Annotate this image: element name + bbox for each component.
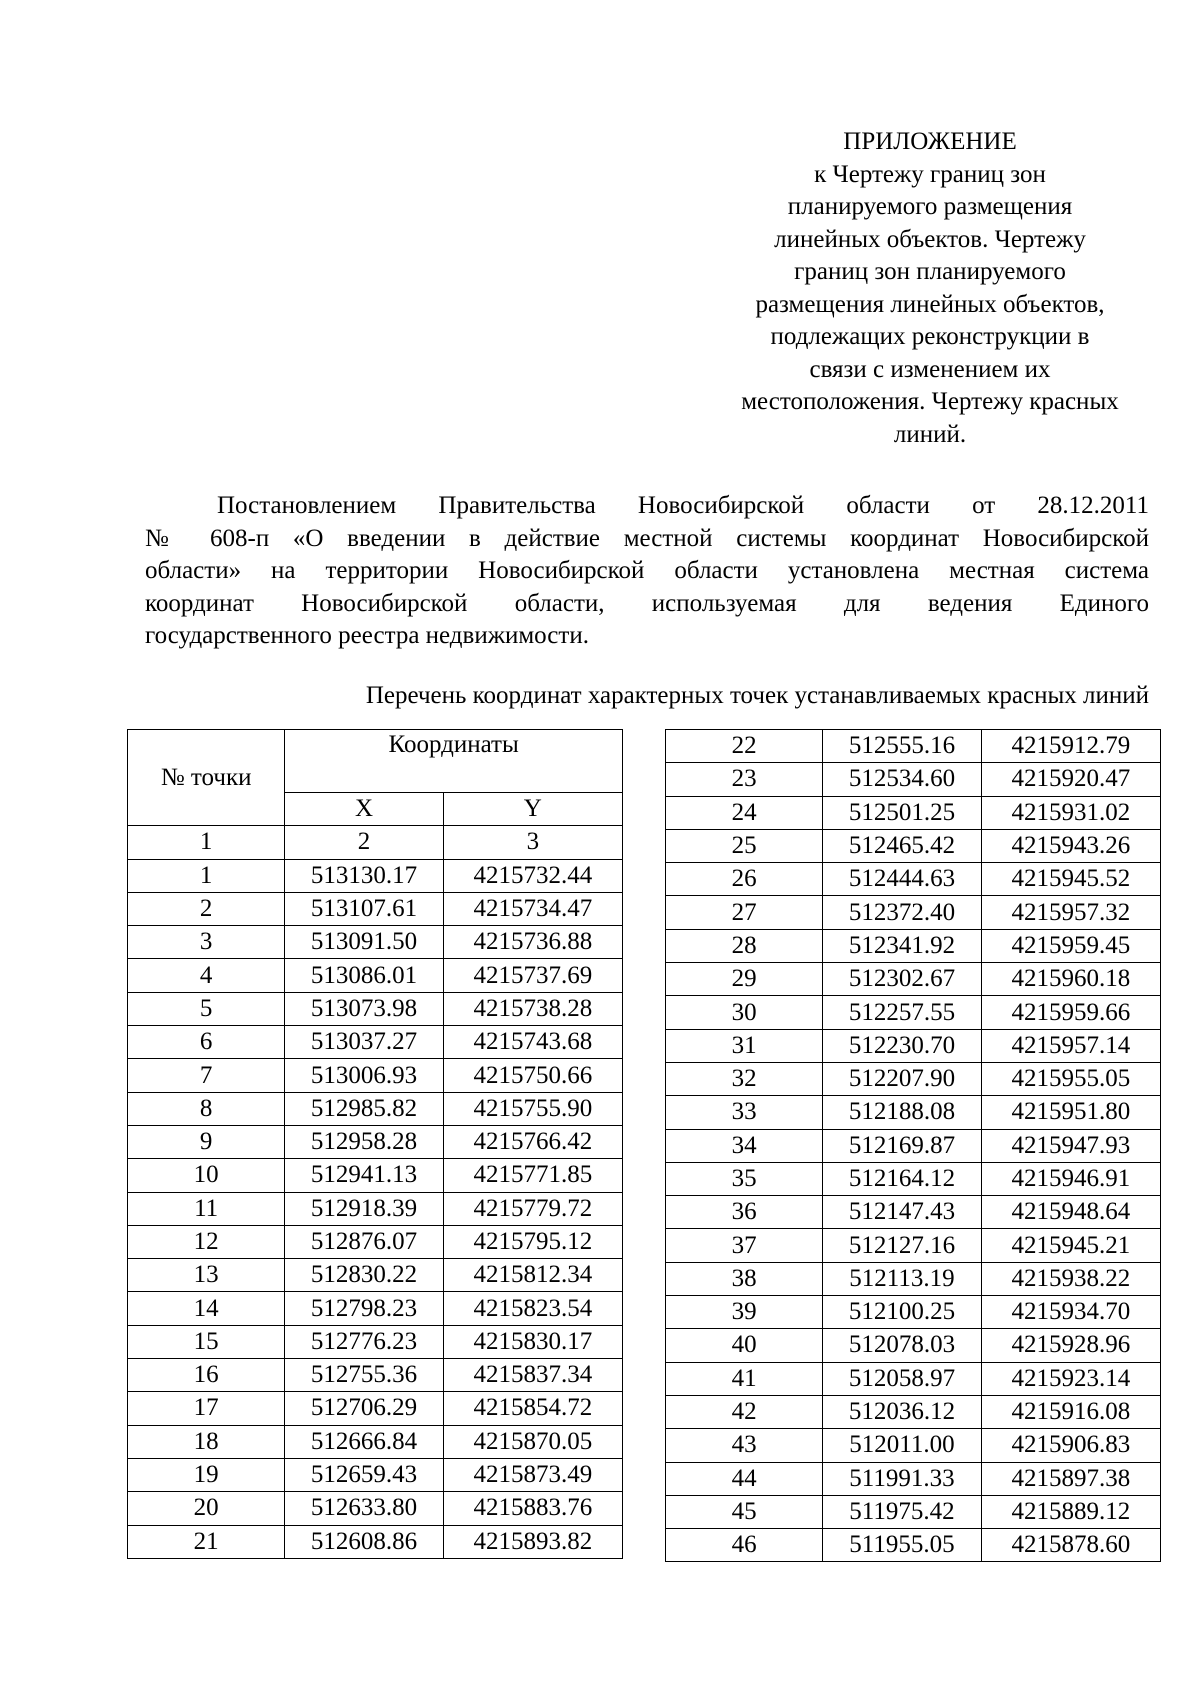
point-number-cell: 14 <box>128 1292 285 1325</box>
y-coordinate-cell: 4215943.26 <box>981 829 1160 862</box>
column-number-row <box>128 826 623 859</box>
x-coordinate-cell: 513130.17 <box>285 859 443 892</box>
y-coordinate-cell: 4215916.08 <box>981 1395 1160 1428</box>
table-row <box>666 1362 1161 1395</box>
paragraph-line: координат Новосибирской области, используемая для ведения Единого <box>145 589 1149 617</box>
x-coordinate-cell: 512501.25 <box>823 796 981 829</box>
table-row <box>666 1162 1161 1195</box>
table-row <box>666 1062 1161 1095</box>
x-coordinate-cell: 512941.13 <box>285 1159 443 1192</box>
point-number-cell: 9 <box>128 1125 285 1158</box>
y-coordinate-cell: 4215912.79 <box>981 730 1160 763</box>
table-row <box>128 1159 623 1192</box>
appendix-line: размещения линейных объектов, <box>755 290 1105 318</box>
y-coordinate-cell: 4215951.80 <box>981 1096 1160 1129</box>
point-number-cell: 8 <box>128 1092 285 1125</box>
table-row <box>128 1259 623 1292</box>
table-row <box>128 1225 623 1258</box>
point-number-cell: 31 <box>666 1029 823 1062</box>
paragraph-line: области» на территории Новосибирской области установлена местная система <box>145 557 1149 584</box>
y-coordinate-cell: 4215734.47 <box>443 892 622 925</box>
coordinates-header: Координаты <box>285 730 623 793</box>
y-coordinate-cell: 4215870.05 <box>443 1425 622 1458</box>
table-row <box>128 1325 623 1358</box>
x-coordinate-cell: 513107.61 <box>285 892 443 925</box>
body-paragraph <box>145 490 1149 653</box>
y-coordinate-cell: 4215750.66 <box>443 1059 622 1092</box>
x-coordinate-cell: 513073.98 <box>285 992 443 1025</box>
point-number-cell: 4 <box>128 959 285 992</box>
point-number-cell: 42 <box>666 1395 823 1428</box>
point-number-cell: 6 <box>128 1026 285 1059</box>
x-coordinate-cell: 512666.84 <box>285 1425 443 1458</box>
table-row <box>666 896 1161 929</box>
table-row <box>128 926 623 959</box>
x-coordinate-cell: 512555.16 <box>823 730 981 763</box>
y-coordinate-cell: 4215955.05 <box>981 1062 1160 1095</box>
x-coordinate-cell: 512444.63 <box>823 863 981 896</box>
column-number-cell: 2 <box>285 826 443 859</box>
x-coordinate-cell: 512011.00 <box>823 1429 981 1462</box>
y-coordinate-cell: 4215795.12 <box>443 1225 622 1258</box>
point-number-cell: 35 <box>666 1162 823 1195</box>
point-number-cell: 10 <box>128 1159 285 1192</box>
y-coordinate-cell: 4215755.90 <box>443 1092 622 1125</box>
y-coordinate-cell: 4215957.14 <box>981 1029 1160 1062</box>
y-coordinate-cell: 4215854.72 <box>443 1392 622 1425</box>
x-coordinate-cell: 512169.87 <box>823 1129 981 1162</box>
y-coordinate-cell: 4215957.32 <box>981 896 1160 929</box>
point-number-cell: 37 <box>666 1229 823 1262</box>
table-row <box>128 1059 623 1092</box>
appendix-line: связи с изменением их <box>809 355 1051 383</box>
point-number-cell: 3 <box>128 926 285 959</box>
point-number-cell: 5 <box>128 992 285 1025</box>
point-number-cell: 1 <box>128 859 285 892</box>
y-coordinate-cell: 4215743.68 <box>443 1026 622 1059</box>
point-number-cell: 17 <box>128 1392 285 1425</box>
y-coordinate-cell: 4215736.88 <box>443 926 622 959</box>
y-coordinate-cell: 4215959.45 <box>981 929 1160 962</box>
x-coordinate-cell: 512207.90 <box>823 1062 981 1095</box>
point-number-cell: 27 <box>666 896 823 929</box>
y-coordinate-cell: 4215945.21 <box>981 1229 1160 1262</box>
x-coordinate-cell: 511975.42 <box>823 1495 981 1528</box>
x-coordinate-cell: 512633.80 <box>285 1492 443 1525</box>
table-row <box>128 992 623 1025</box>
table-row <box>666 763 1161 796</box>
table-row <box>128 892 623 925</box>
table-row <box>666 1529 1161 1562</box>
x-coordinate-cell: 512534.60 <box>823 763 981 796</box>
table-row <box>666 1096 1161 1129</box>
table-row <box>666 1395 1161 1428</box>
point-number-cell: 15 <box>128 1325 285 1358</box>
paragraph-line: № 608-п «О введении в действие местной системы координат Новосибирской <box>145 524 1149 552</box>
table-row <box>666 1495 1161 1528</box>
y-coordinate-cell: 4215947.93 <box>981 1129 1160 1162</box>
table-row <box>128 1492 623 1525</box>
point-number-cell: 32 <box>666 1062 823 1095</box>
table-row <box>128 1092 623 1125</box>
paragraph-line: государственного реестра недвижимости. <box>145 622 589 649</box>
appendix-line: линейных объектов. Чертежу <box>774 225 1086 253</box>
point-number-cell: 34 <box>666 1129 823 1162</box>
y-coordinate-cell: 4215873.49 <box>443 1458 622 1491</box>
table-row <box>128 1425 623 1458</box>
point-number-cell: 40 <box>666 1329 823 1362</box>
y-coordinate-cell: 4215738.28 <box>443 992 622 1025</box>
table-row <box>128 1026 623 1059</box>
x-coordinate-cell: 512036.12 <box>823 1395 981 1428</box>
table-row <box>128 959 623 992</box>
table-row <box>666 1129 1161 1162</box>
x-coordinate-cell: 512798.23 <box>285 1292 443 1325</box>
point-number-cell: 7 <box>128 1059 285 1092</box>
x-coordinate-cell: 512876.07 <box>285 1225 443 1258</box>
y-coordinate-cell: 4215906.83 <box>981 1429 1160 1462</box>
table-row <box>128 1458 623 1491</box>
point-number-cell: 23 <box>666 763 823 796</box>
point-number-cell: 33 <box>666 1096 823 1129</box>
x-coordinate-cell: 513086.01 <box>285 959 443 992</box>
table-row <box>128 1125 623 1158</box>
x-coordinate-cell: 512230.70 <box>823 1029 981 1062</box>
x-coordinate-cell: 512164.12 <box>823 1162 981 1195</box>
point-number-cell: 13 <box>128 1259 285 1292</box>
x-coordinate-cell: 512755.36 <box>285 1359 443 1392</box>
x-coordinate-cell: 512985.82 <box>285 1092 443 1125</box>
point-number-cell: 39 <box>666 1296 823 1329</box>
table-row <box>666 730 1161 763</box>
table-row <box>666 1429 1161 1462</box>
point-number-cell: 36 <box>666 1196 823 1229</box>
appendix-line: местоположения. Чертежу красных <box>741 388 1119 415</box>
table-row <box>128 1525 623 1558</box>
y-coordinate-cell: 4215938.22 <box>981 1262 1160 1295</box>
point-number-cell: 2 <box>128 892 285 925</box>
x-coordinate-cell: 512372.40 <box>823 896 981 929</box>
point-number-cell: 25 <box>666 829 823 862</box>
appendix-heading <box>705 126 1155 451</box>
table-row <box>666 929 1161 962</box>
point-number-header: № точки <box>128 730 285 826</box>
point-number-cell: 16 <box>128 1359 285 1392</box>
y-coordinate-cell: 4215897.38 <box>981 1462 1160 1495</box>
paragraph-line: Постановлением Правительства Новосибирской области от 28.12.2011 <box>217 492 1149 519</box>
table-row <box>666 796 1161 829</box>
point-number-cell: 26 <box>666 863 823 896</box>
y-coordinate-cell: 4215923.14 <box>981 1362 1160 1395</box>
y-coordinate-cell: 4215837.34 <box>443 1359 622 1392</box>
point-number-cell: 43 <box>666 1429 823 1462</box>
x-coordinate-cell: 512608.86 <box>285 1525 443 1558</box>
y-coordinate-cell: 4215960.18 <box>981 963 1160 996</box>
point-number-cell: 29 <box>666 963 823 996</box>
x-coordinate-cell: 512302.67 <box>823 963 981 996</box>
x-coordinate-cell: 512918.39 <box>285 1192 443 1225</box>
x-coordinate-cell: 513091.50 <box>285 926 443 959</box>
table-row <box>666 1462 1161 1495</box>
x-coordinate-cell: 512830.22 <box>285 1259 443 1292</box>
coordinates-table-left <box>127 729 623 1559</box>
x-coordinate-cell: 512257.55 <box>823 996 981 1029</box>
table-row <box>666 963 1161 996</box>
x-coordinate-cell: 511955.05 <box>823 1529 981 1562</box>
list-title: Перечень координат характерных точек устанавливаемых красных линий <box>365 682 1149 709</box>
appendix-line: к Чертежу границ зон <box>814 160 1046 188</box>
x-coordinate-cell: 512706.29 <box>285 1392 443 1425</box>
y-coordinate-cell: 4215928.96 <box>981 1329 1160 1362</box>
x-coordinate-cell: 513037.27 <box>285 1026 443 1059</box>
table-row <box>128 1292 623 1325</box>
x-coordinate-cell: 512465.42 <box>823 829 981 862</box>
point-number-cell: 12 <box>128 1225 285 1258</box>
x-coordinate-cell: 512659.43 <box>285 1458 443 1491</box>
point-number-cell: 18 <box>128 1425 285 1458</box>
point-number-cell: 20 <box>128 1492 285 1525</box>
table-row <box>666 996 1161 1029</box>
table-row <box>666 863 1161 896</box>
y-coordinate-cell: 4215945.52 <box>981 863 1160 896</box>
coordinates-table-right <box>665 729 1161 1562</box>
point-number-cell: 28 <box>666 929 823 962</box>
y-coordinate-cell: 4215889.12 <box>981 1495 1160 1528</box>
table-row <box>128 1392 623 1425</box>
y-coordinate-cell: 4215893.82 <box>443 1525 622 1558</box>
column-number-cell: 1 <box>128 826 285 859</box>
point-number-cell: 46 <box>666 1529 823 1562</box>
point-number-cell: 30 <box>666 996 823 1029</box>
x-coordinate-cell: 512078.03 <box>823 1329 981 1362</box>
y-column-header: Y <box>443 793 622 826</box>
table-row <box>128 1192 623 1225</box>
point-number-cell: 21 <box>128 1525 285 1558</box>
point-number-cell: 24 <box>666 796 823 829</box>
table-row <box>666 1296 1161 1329</box>
y-coordinate-cell: 4215766.42 <box>443 1125 622 1158</box>
y-coordinate-cell: 4215883.76 <box>443 1492 622 1525</box>
appendix-line: границ зон планируемого <box>794 258 1066 285</box>
table-row <box>666 1262 1161 1295</box>
table-row <box>666 1196 1161 1229</box>
y-coordinate-cell: 4215934.70 <box>981 1296 1160 1329</box>
table-row <box>666 1229 1161 1262</box>
y-coordinate-cell: 4215823.54 <box>443 1292 622 1325</box>
y-coordinate-cell: 4215920.47 <box>981 763 1160 796</box>
point-number-cell: 44 <box>666 1462 823 1495</box>
y-coordinate-cell: 4215948.64 <box>981 1196 1160 1229</box>
point-number-cell: 22 <box>666 730 823 763</box>
y-coordinate-cell: 4215931.02 <box>981 796 1160 829</box>
x-coordinate-cell: 512776.23 <box>285 1325 443 1358</box>
x-coordinate-cell: 513006.93 <box>285 1059 443 1092</box>
x-coordinate-cell: 511991.33 <box>823 1462 981 1495</box>
point-number-cell: 19 <box>128 1458 285 1491</box>
y-coordinate-cell: 4215737.69 <box>443 959 622 992</box>
appendix-line: подлежащих реконструкции в <box>770 323 1090 350</box>
point-number-cell: 41 <box>666 1362 823 1395</box>
y-coordinate-cell: 4215830.17 <box>443 1325 622 1358</box>
x-coordinate-cell: 512147.43 <box>823 1196 981 1229</box>
y-coordinate-cell: 4215812.34 <box>443 1259 622 1292</box>
appendix-line: планируемого размещения <box>787 193 1073 220</box>
y-coordinate-cell: 4215946.91 <box>981 1162 1160 1195</box>
column-number-cell: 3 <box>443 826 622 859</box>
table-header-row <box>128 730 623 793</box>
y-coordinate-cell: 4215878.60 <box>981 1529 1160 1562</box>
point-number-cell: 45 <box>666 1495 823 1528</box>
x-coordinate-cell: 512058.97 <box>823 1362 981 1395</box>
y-coordinate-cell: 4215959.66 <box>981 996 1160 1029</box>
x-column-header: X <box>285 793 443 826</box>
table-row <box>128 859 623 892</box>
point-number-cell: 11 <box>128 1192 285 1225</box>
table-row <box>666 829 1161 862</box>
point-number-cell: 38 <box>666 1262 823 1295</box>
x-coordinate-cell: 512100.25 <box>823 1296 981 1329</box>
y-coordinate-cell: 4215779.72 <box>443 1192 622 1225</box>
x-coordinate-cell: 512127.16 <box>823 1229 981 1262</box>
table-row <box>128 1359 623 1392</box>
x-coordinate-cell: 512188.08 <box>823 1096 981 1129</box>
appendix-title: ПРИЛОЖЕНИЕ <box>843 128 1017 155</box>
x-coordinate-cell: 512113.19 <box>823 1262 981 1295</box>
y-coordinate-cell: 4215732.44 <box>443 859 622 892</box>
x-coordinate-cell: 512341.92 <box>823 929 981 962</box>
x-coordinate-cell: 512958.28 <box>285 1125 443 1158</box>
table-row <box>666 1329 1161 1362</box>
appendix-line: линий. <box>893 420 967 448</box>
table-row <box>666 1029 1161 1062</box>
y-coordinate-cell: 4215771.85 <box>443 1159 622 1192</box>
